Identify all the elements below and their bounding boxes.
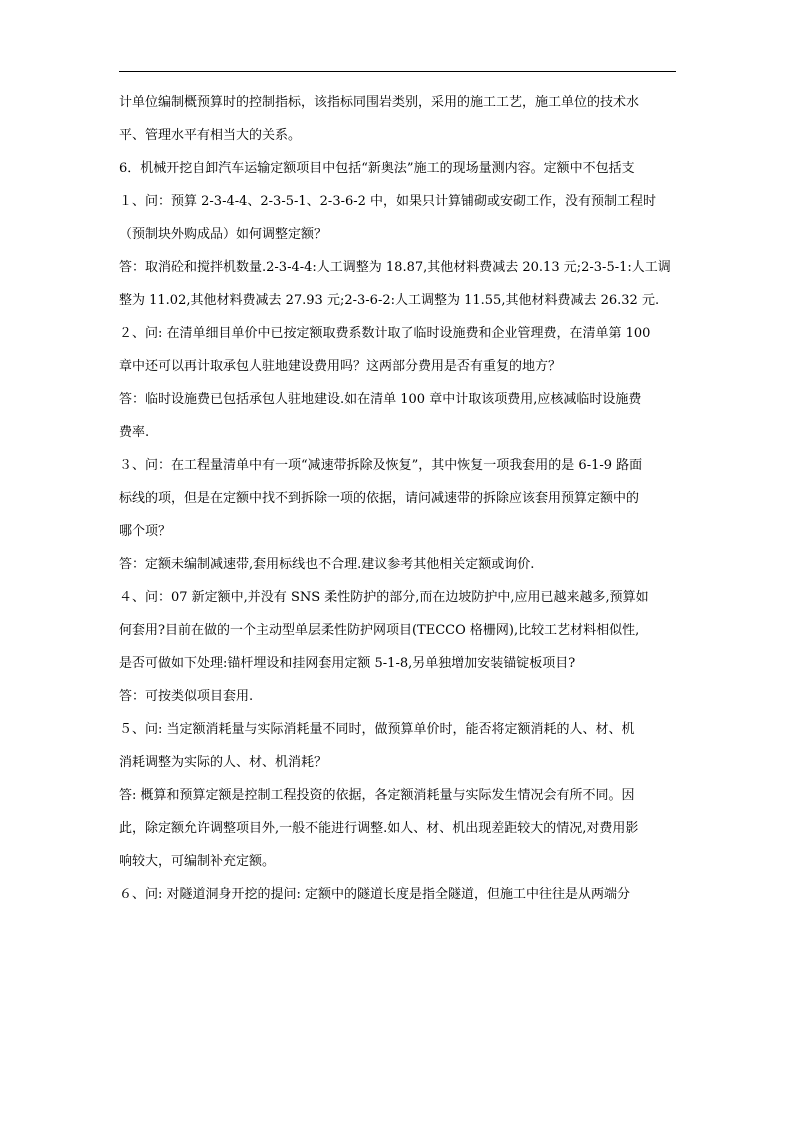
header-rule bbox=[119, 71, 676, 72]
text-line: １、问：预算 2-3-4-4、2-3-5-1、2-3-6-2 中，如果只计算铺砌或安砌工作，没有预制工程时 bbox=[119, 194, 657, 209]
text-line: 此，除定额允许调整项目外,一般不能进行调整.如人、材、机出现差距较大的情况,对费用影 bbox=[119, 821, 639, 836]
text-line: 哪个项？ bbox=[119, 524, 172, 539]
text-line: 章中还可以再计取承包人驻地建设费用吗？这两部分费用是否有重复的地方？ bbox=[119, 359, 562, 374]
text-line: 答：可按类似项目套用. bbox=[119, 689, 254, 704]
text-line: ２、问: 在清单细目单价中已按定额取费系数计取了临时设施费和企业管理费，在清单第 100 bbox=[119, 326, 651, 341]
document-body bbox=[119, 95, 679, 903]
text-line: 何套用?目前在做的一个主动型单层柔性防护网项目(TECCO 格栅网),比较工艺材料相似性, bbox=[119, 623, 640, 638]
text-line: 是否可做如下处理:锚杆埋设和挂网套用定额 5-1-8,另单独增加安装锚锭板项目? bbox=[119, 656, 576, 671]
text-line: 响较大，可编制补充定额。 bbox=[119, 854, 276, 869]
text-line: （预制块外购成品）如何调整定额？ bbox=[119, 227, 328, 242]
text-line: 6．机械开挖自卸汽车运输定额项目中包括“新奥法”施工的现场量测内容。定额中不包括支 bbox=[119, 161, 635, 176]
text-line: 答：定额未编制减速带,套用标线也不合理.建议参考其他相关定额或询价. bbox=[119, 557, 535, 572]
text-line: 标线的项，但是在定额中找不到拆除一项的依据，请问减速带的拆除应该套用预算定额中的 bbox=[119, 491, 640, 506]
text-line: 答: 概算和预算定额是控制工程投资的依据，各定额消耗量与实际发生情况会有所不同。因 bbox=[119, 788, 635, 803]
text-line: ４、问：07 新定额中,并没有 SNS 柔性防护的部分,而在边坡防护中,应用已越来越多,预算如 bbox=[119, 590, 649, 605]
text-line: 答：临时设施费已包括承包人驻地建设.如在清单 100 章中计取该项费用,应核减临时设施费 bbox=[119, 392, 642, 407]
text-line: 消耗调整为实际的人、材、机消耗？ bbox=[119, 755, 328, 770]
text-line: ３、问：在工程量清单中有一项“减速带拆除及恢复”，其中恢复一项我套用的是 6-1-9 路面 bbox=[119, 458, 643, 473]
text-line: 平、管理水平有相当大的关系。 bbox=[119, 128, 302, 143]
text-line: 计单位编制概预算时的控制指标，该指标同围岩类别，采用的施工工艺，施工单位的技术水 bbox=[119, 95, 640, 110]
text-line: ５、问: 当定额消耗量与实际消耗量不同时，做预算单价时，能否将定额消耗的人、材、机 bbox=[119, 722, 635, 737]
text-line: 答：取消砼和搅拌机数量.2-3-4-4:人工调整为 18.87,其他材料费减去 20.13 元;2-3-5-1:人工调 bbox=[119, 260, 671, 275]
text-line: 整为 11.02,其他材料费减去 27.93 元;2-3-6-2:人工调整为 11.55,其他材料费减去 26.32 元. bbox=[119, 293, 660, 308]
text-line: ６、问: 对隧道洞身开挖的提问: 定额中的隧道长度是指全隧道，但施工中往往是从两端分 bbox=[119, 887, 631, 902]
text-line: 费率. bbox=[119, 425, 150, 440]
